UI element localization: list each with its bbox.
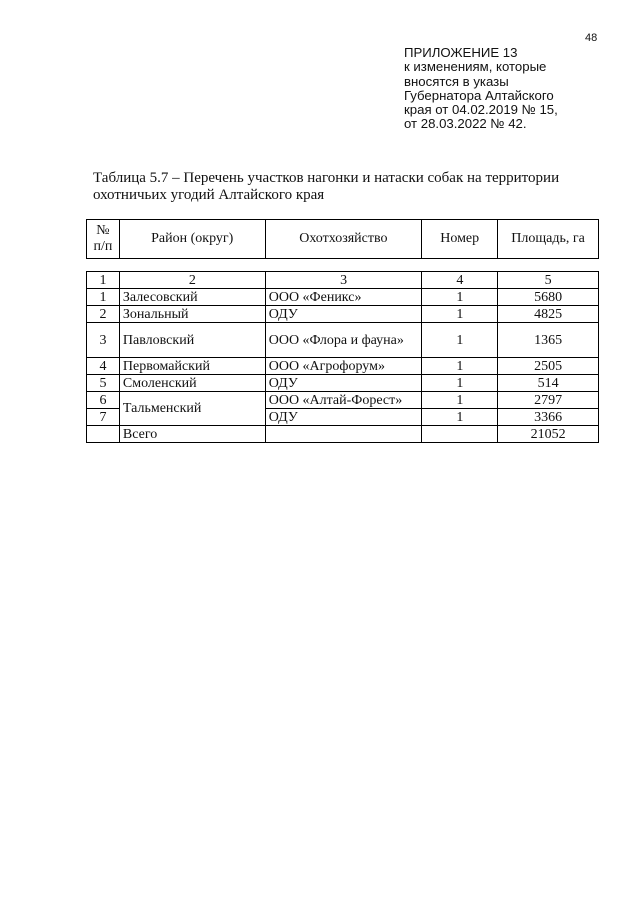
row-plot-number: 1 <box>422 409 498 426</box>
page-number: 48 <box>585 32 598 44</box>
appendix-line: вносятся в указы <box>404 73 509 89</box>
appendix-header <box>404 46 604 132</box>
row-district: Смоленский <box>119 375 265 392</box>
row-area: 3366 <box>498 409 599 426</box>
row-farm: ООО «Флора и фауна» <box>265 323 422 358</box>
row-index: 2 <box>87 306 120 323</box>
row-area: 1365 <box>498 323 599 358</box>
row-area: 4825 <box>498 306 599 323</box>
row-area: 5680 <box>498 289 599 306</box>
row-index: 1 <box>87 289 120 306</box>
appendix-line: края от 04.02.2019 № 15, <box>404 102 558 118</box>
row-plot-number: 1 <box>422 358 498 375</box>
row-farm: ООО «Алтай-Форест» <box>265 392 422 409</box>
header-area: Площадь, га <box>498 220 599 259</box>
row-index: 4 <box>87 358 120 375</box>
header-farm: Охотхозяйство <box>265 220 422 259</box>
row-district: Тальменский <box>119 392 265 426</box>
table-row <box>87 375 599 392</box>
row-farm: ООО «Феникс» <box>265 289 422 306</box>
table-row <box>87 289 599 306</box>
header-district: Район (округ) <box>119 220 265 259</box>
row-plot-number: 1 <box>422 375 498 392</box>
row-index: 6 <box>87 392 120 409</box>
table-row <box>87 323 599 358</box>
table-row <box>87 392 599 409</box>
total-row <box>87 426 599 443</box>
total-index-empty <box>87 426 120 443</box>
header-number: № п/п <box>87 220 120 259</box>
row-index: 7 <box>87 409 120 426</box>
data-table <box>86 271 599 443</box>
row-district: Павловский <box>119 323 265 358</box>
column-number: 5 <box>498 272 599 289</box>
appendix-line: от 28.03.2022 № 42. <box>404 116 527 132</box>
table-title: Таблица 5.7 – Перечень участков нагонки и натаски собак на территории охотничьих угодий Алтайского края <box>93 170 560 203</box>
table-row <box>87 358 599 375</box>
row-district: Зональный <box>119 306 265 323</box>
row-index: 3 <box>87 323 120 358</box>
appendix-line: ПРИЛОЖЕНИЕ 13 <box>404 45 518 60</box>
table-header <box>86 219 599 259</box>
row-plot-number: 1 <box>422 289 498 306</box>
row-area: 514 <box>498 375 599 392</box>
appendix-line: Губернатора Алтайского <box>404 87 554 103</box>
column-number: 1 <box>87 272 120 289</box>
row-area: 2505 <box>498 358 599 375</box>
total-farm-empty <box>265 426 422 443</box>
column-number: 2 <box>119 272 265 289</box>
total-number-empty <box>422 426 498 443</box>
row-farm: ОДУ <box>265 306 422 323</box>
row-district: Залесовский <box>119 289 265 306</box>
row-index: 5 <box>87 375 120 392</box>
column-number: 4 <box>422 272 498 289</box>
row-plot-number: 1 <box>422 392 498 409</box>
row-plot-number: 1 <box>422 306 498 323</box>
row-farm: ООО «Агрофорум» <box>265 358 422 375</box>
column-number: 3 <box>265 272 422 289</box>
table-row <box>87 306 599 323</box>
appendix-line: к изменениям, которые <box>404 59 547 75</box>
row-farm: ОДУ <box>265 375 422 392</box>
row-plot-number: 1 <box>422 323 498 358</box>
header-plot-number: Номер <box>422 220 498 259</box>
row-district: Первомайский <box>119 358 265 375</box>
row-farm: ОДУ <box>265 409 422 426</box>
total-area: 21052 <box>498 426 599 443</box>
row-area: 2797 <box>498 392 599 409</box>
column-number-row <box>87 272 599 289</box>
total-label: Всего <box>119 426 265 443</box>
